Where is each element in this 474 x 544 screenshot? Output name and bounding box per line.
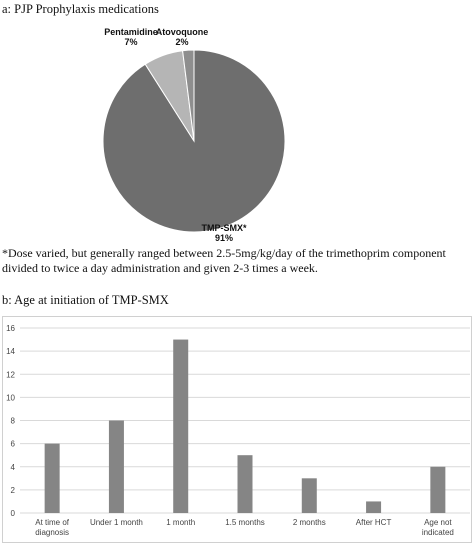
x-tick-label: indicated [421,528,454,537]
pie-chart [0,0,474,250]
x-tick-label: Age not [424,518,452,527]
y-tick-label: 8 [10,416,15,426]
y-tick-label: 4 [10,462,15,472]
y-tick-label: 16 [6,324,15,333]
bar [45,444,60,513]
pie-label-percent: 7% [124,37,138,47]
bar [173,340,188,513]
pie-label-name: Pentamidine [104,27,158,37]
bar [366,501,381,513]
dose-footnote: *Dose varied, but generally ranged between 2.5-5mg/kg/day of the trimethoprim component divided to twice a day administration and given 2-3 times a week. [2,246,446,275]
x-tick-label: 2 months [292,518,326,527]
x-tick-label: Under 1 month [89,518,143,527]
y-tick-label: 10 [6,393,15,403]
bar [238,455,253,513]
bar [109,421,124,514]
y-tick-label: 12 [6,370,15,380]
x-tick-label: 1.5 months [225,518,265,527]
figure-b-caption: b: Age at initiation of TMP-SMX [2,293,169,307]
x-tick-label: At time of [35,518,70,527]
pie-label-percent: 91% [214,233,234,243]
x-tick-label: After HCT [355,518,392,527]
bar [430,467,445,513]
y-tick-label: 6 [10,439,15,449]
y-tick-label: 0 [10,509,15,518]
y-tick-label: 2 [10,485,15,495]
pie-label-name: TMP-SMX* [201,223,247,233]
x-tick-label: 1 month [166,518,196,527]
pie-label-name: Atovoquone [155,27,209,37]
x-tick-label: diagnosis [35,528,70,537]
bar-chart-frame [3,317,472,543]
figure-a-caption: a: PJP Prophylaxis medications [2,2,159,16]
bar [302,478,317,513]
pie-label-percent: 2% [175,37,189,47]
y-tick-label: 14 [6,347,15,357]
